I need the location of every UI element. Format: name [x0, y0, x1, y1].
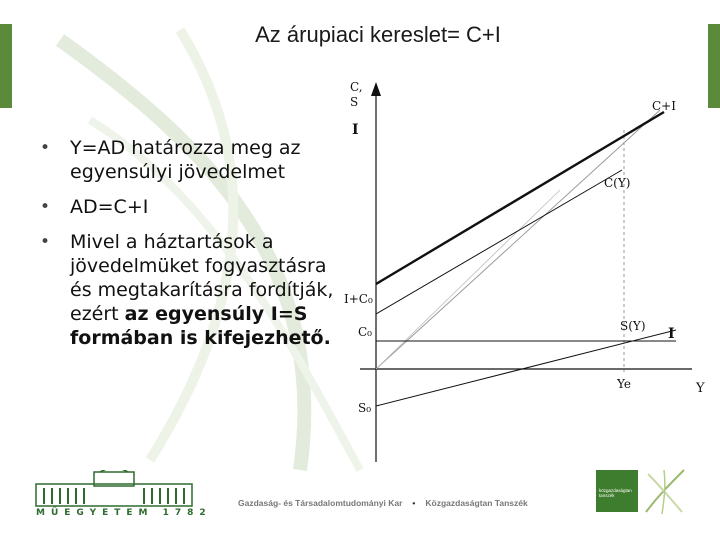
bullet-item [40, 136, 340, 184]
investment-label: I [668, 326, 675, 342]
forty-five-degree-line [376, 110, 660, 369]
bullet-list [40, 136, 340, 361]
footer-caption [238, 498, 528, 508]
consumption-line [376, 170, 622, 314]
i-plus-c0-label: I+C₀ [344, 292, 373, 306]
x-axis-label: Y [696, 381, 705, 396]
university-building-logo [34, 470, 194, 508]
bullet-item [40, 195, 340, 219]
department-emblem-icon [640, 466, 688, 516]
saving-label: S(Y) [620, 319, 646, 333]
bullet-text: Mivel a háztartások a jövedelmüket fogyasztásra és megtakarításra fordítják, ezért [70, 231, 334, 325]
y-axis-mark: I [352, 122, 359, 138]
y-axis-label-c: C, [350, 80, 363, 94]
faculty-name: Gazdaság- és Társadalomtudományi Kar [238, 498, 403, 508]
bullet-dot-icon: • [40, 232, 51, 252]
bullet-text: AD=C+I [70, 196, 149, 218]
university-name: MŰEGYETEM 1782 [36, 508, 212, 518]
department-box-text: közgazdaságtan tanszék [599, 488, 632, 498]
equilibrium-income-label: Ye [617, 377, 631, 391]
bullet-text: Y=AD határozza meg az egyensúlyi jövedelmet [70, 137, 301, 183]
guide-line [376, 190, 560, 369]
y-axis-label-s: S [350, 95, 359, 109]
slide-title: Az árupiaci kereslet= C+I [255, 22, 501, 47]
bullet-bold-text: az egyensúly I=S formában is kifejezhető. [70, 303, 331, 349]
y-axis-arrow-icon [371, 82, 381, 96]
bullet-item [40, 230, 340, 350]
s0-label: S₀ [358, 401, 372, 415]
bullet-dot-icon: • [40, 138, 51, 158]
keynesian-cross-diagram [330, 70, 710, 470]
c-plus-i-line [376, 112, 664, 284]
c0-label: C₀ [358, 325, 372, 339]
footer-separator: • [412, 498, 416, 508]
consumption-label: C(Y) [604, 176, 631, 190]
c-plus-i-label: C+I [652, 99, 676, 113]
department-logo-box [596, 470, 638, 512]
department-name: Közgazdaságtan Tanszék [425, 498, 528, 508]
bullet-dot-icon: • [40, 197, 51, 217]
